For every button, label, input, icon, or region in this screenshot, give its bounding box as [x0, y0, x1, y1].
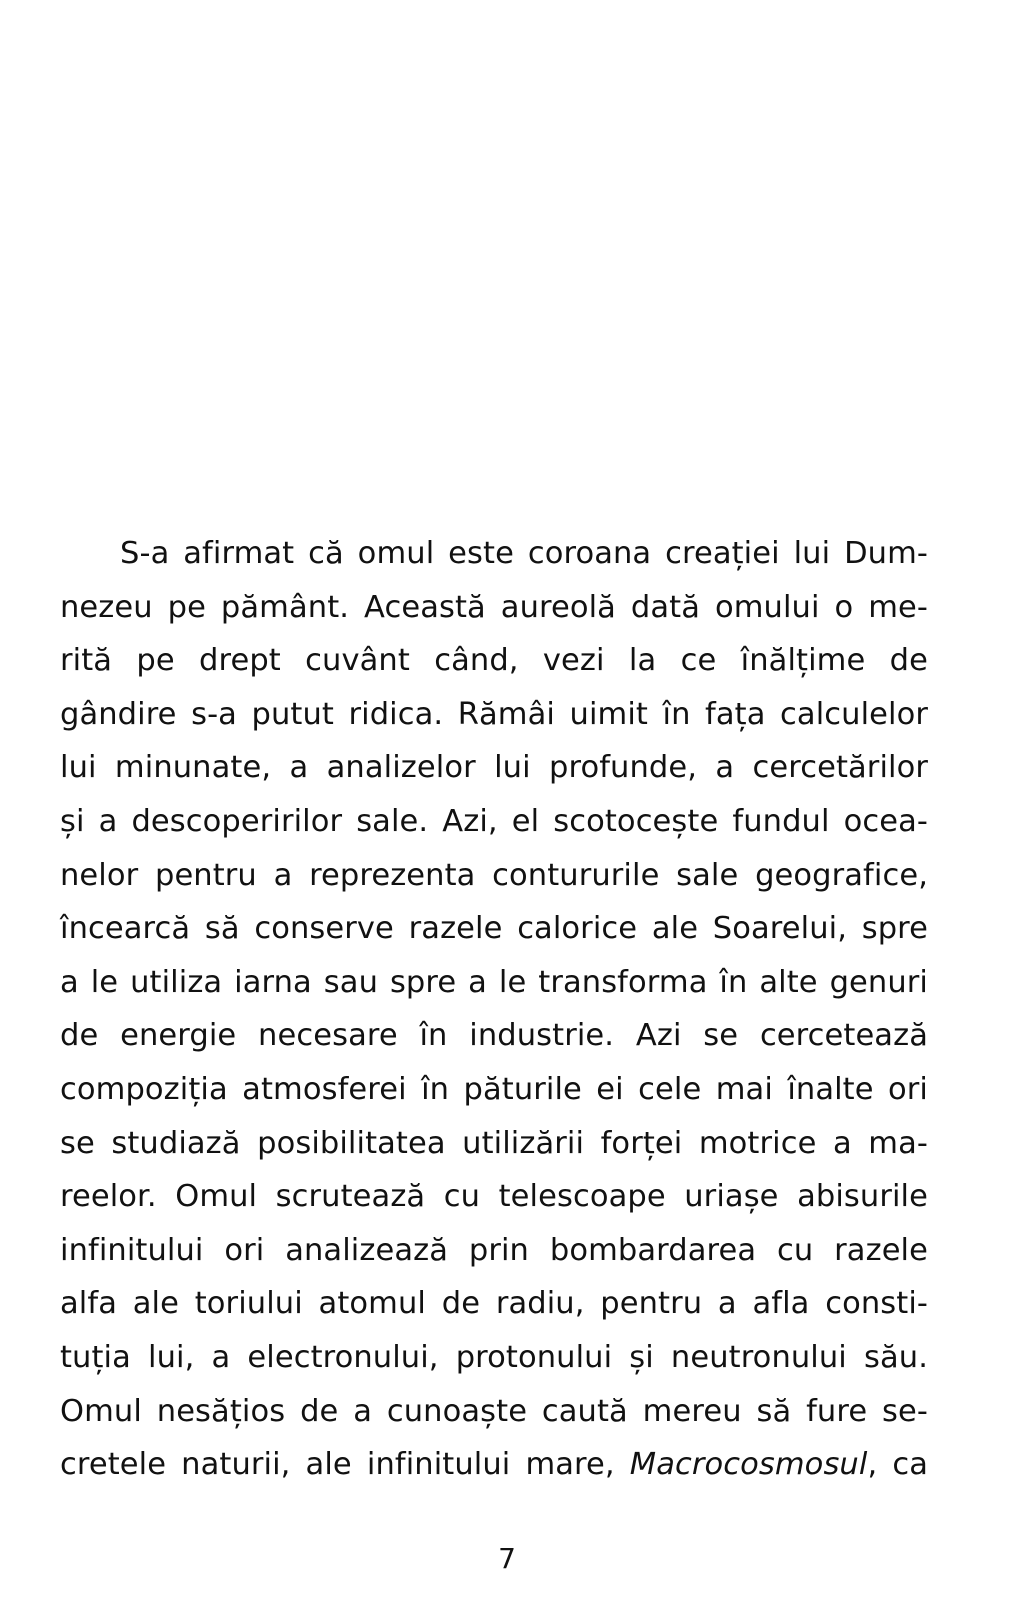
text-line: S-a afirmat că omul este coroana creației lui Dum-: [120, 536, 928, 571]
text-line: se studiază posibilitatea utilizării forței motrice a ma-: [60, 1125, 928, 1161]
text-line: alfa ale toriului atomul de radiu, pentru a afla consti-: [60, 1286, 928, 1322]
text-line: rită pe drept cuvânt când, vezi la ce înălțime de: [60, 643, 928, 679]
text-line: tuția lui, a electronului, protonului și neutronului său.: [60, 1339, 928, 1375]
italic-term: Macrocosmosul: [629, 1447, 868, 1483]
text-line: de energie necesare în industrie. Azi se cercetează: [60, 1018, 928, 1054]
text-segment: cretele naturii, ale infinitului mare,: [60, 1447, 630, 1483]
text-line: Omul nesățios de a cunoaște caută mereu să fure se-: [60, 1393, 928, 1429]
text-line: și a descoperirilor sale. Azi, el scotocește fundul ocea-: [60, 803, 928, 839]
page-number: 7: [498, 1542, 516, 1575]
body-paragraph: [60, 527, 928, 1492]
text-line: a le utiliza iarna sau spre a le transforma în alte genuri: [60, 964, 928, 1000]
text-line: infinitului ori analizează prin bombardarea cu razele: [60, 1232, 928, 1268]
text-line: reelor. Omul scrutează cu telescoape uriașe abisurile: [60, 1179, 928, 1215]
text-line: nelor pentru a reprezenta contururile sale geografice,: [60, 857, 928, 893]
text-line-last: [60, 1438, 928, 1492]
text-line: nezeu pe pământ. Această aureolă dată omului o me-: [60, 589, 928, 625]
text-segment: , ca: [867, 1447, 929, 1483]
text-line: lui minunate, a analizelor lui profunde, a cercetărilor: [60, 750, 928, 786]
text-line: încearcă să conserve razele calorice ale Soarelui, spre: [60, 911, 928, 947]
text-line: compoziția atmosferei în păturile ei cele mai înalte ori: [60, 1071, 928, 1107]
text-line: gândire s-a putut ridica. Rămâi uimit în fața calculelor: [60, 696, 928, 732]
